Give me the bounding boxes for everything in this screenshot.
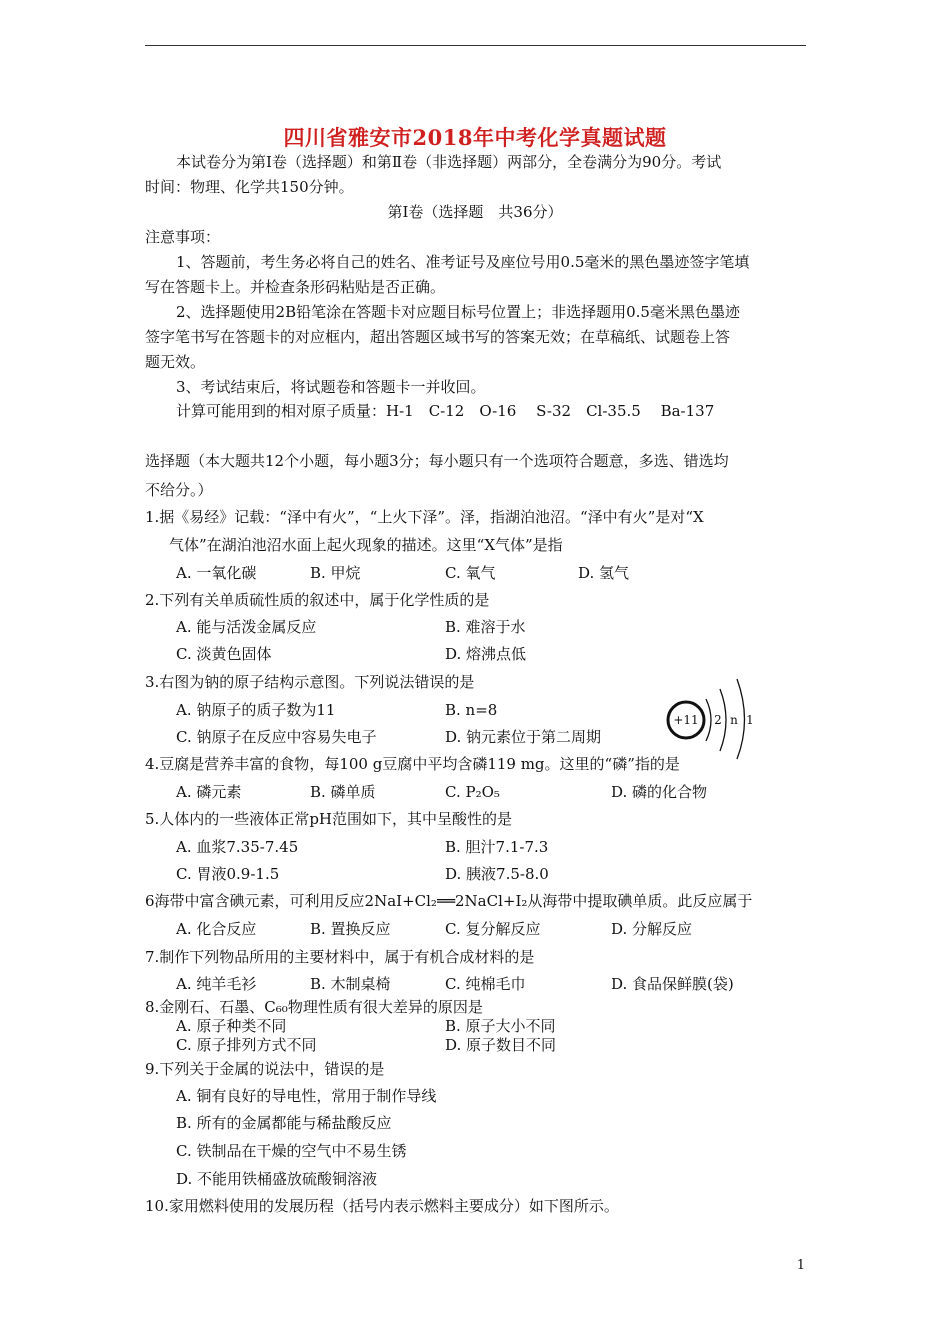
q1-option-d: D. 氢气 [578, 564, 630, 582]
q6-option-d: D. 分解反应 [611, 920, 693, 938]
q1-option-c: C. 氧气 [445, 564, 496, 582]
q1-option-b: B. 甲烷 [310, 564, 361, 582]
q4-option-d: D. 磷的化合物 [611, 783, 708, 801]
q5-option-a: A. 血浆7.35-7.45 [176, 838, 299, 856]
q8-option-b: B. 原子大小不同 [445, 1017, 556, 1035]
note-line: 签字笔书写在答题卡的对应框内，超出答题区域书写的答案无效；在草稿纸、试题卷上答 [145, 328, 731, 346]
q3-option-a: A. 钠原子的质子数为11 [176, 701, 336, 719]
q10-stem: 10.家用燃料使用的发展历程（括号内表示燃料主要成分）如下图所示。 [145, 1197, 619, 1215]
q6-option-a: A. 化合反应 [176, 920, 257, 938]
header-rule [145, 45, 806, 46]
q2-option-c: C. 淡黄色固体 [176, 645, 272, 663]
part1-heading: 第Ⅰ卷（选择题 共36分） [387, 203, 563, 221]
q5-option-c: C. 胃液0.9-1.5 [176, 865, 280, 883]
q6-option-b: B. 置换反应 [310, 920, 391, 938]
note-line: 3、考试结束后，将试题卷和答题卡一并收回。 [176, 378, 486, 396]
q1-option-a: A. 一氧化碳 [176, 564, 257, 582]
q5-option-d: D. 胰液7.5-8.0 [445, 865, 549, 883]
section-intro: 不给分。） [145, 481, 213, 499]
intro-line-1: 本试卷分为第Ⅰ卷（选择题）和第Ⅱ卷（非选择题）两部分，全卷满分为90分。考试 [176, 153, 722, 171]
q9-stem: 9.下列关于金属的说法中，错误的是 [145, 1060, 385, 1078]
q4-option-a: A. 磷元素 [176, 783, 242, 801]
page-number: 1 [796, 1258, 805, 1273]
q7-option-a: A. 纯羊毛衫 [176, 975, 257, 993]
q2-option-a: A. 能与活泼金属反应 [176, 618, 317, 636]
q5-stem: 5.人体内的一些液体正常pH范围如下，其中呈酸性的是 [145, 810, 512, 828]
q2-stem: 2.下列有关单质硫性质的叙述中，属于化学性质的是 [145, 591, 490, 609]
sodium-atom-diagram [666, 675, 756, 755]
nucleus-charge: +11 [673, 713, 699, 727]
note-line: 写在答题卡上。并检查条形码粘贴是否正确。 [145, 278, 446, 296]
q9-option-a: A. 铜有良好的导电性，常用于制作导线 [176, 1087, 437, 1105]
q9-option-b: B. 所有的金属都能与稀盐酸反应 [176, 1114, 392, 1132]
note-line: 1、答题前，考生务必将自己的姓名、准考证号及座位号用0.5毫米的黑色墨迹签字笔填 [176, 253, 750, 271]
q1-stem: 1.据《易经》记载：“泽中有火”，“上火下泽”。泽，指湖泊池沼。“泽中有火”是对“X [145, 508, 704, 526]
q5-option-b: B. 胆汁7.1-7.3 [445, 838, 549, 856]
notes-heading: 注意事项： [145, 228, 221, 246]
q8-stem: 8.金刚石、石墨、C₆₀物理性质有很大差异的原因是 [145, 998, 483, 1016]
section-intro: 选择题（本大题共12个小题，每小题3分；每小题只有一个选项符合题意，多选、错选均 [145, 452, 729, 470]
shell-1-count: 2 [714, 713, 722, 727]
q7-option-d: D. 食品保鲜膜(袋) [611, 975, 734, 993]
q3-option-d: D. 钠元素位于第二周期 [445, 728, 602, 746]
q4-option-c: C. P₂O₅ [445, 783, 500, 801]
q4-stem: 4.豆腐是营养丰富的食物，每100 g豆腐中平均含磷119 mg。这里的“磷”指的是 [145, 755, 680, 773]
q9-option-c: C. 铁制品在干燥的空气中不易生锈 [176, 1142, 407, 1160]
q7-option-b: B. 木制桌椅 [310, 975, 391, 993]
shell-arc-3 [737, 679, 745, 759]
q7-stem: 7.制作下列物品所用的主要材料中，属于有机合成材料的是 [145, 948, 535, 966]
shell-2-count: n [730, 713, 738, 727]
intro-line-2: 时间：物理、化学共150分钟。 [145, 178, 354, 196]
q6-option-c: C. 复分解反应 [445, 920, 541, 938]
q3-option-b: B. n=8 [445, 701, 498, 719]
q6-stem: 6海带中富含碘元素，可利用反应2NaI+Cl₂══2NaCl+I₂从海带中提取碘单质。此反应属于 [145, 892, 753, 910]
note-line: 题无效。 [145, 353, 206, 371]
q2-option-d: D. 熔沸点低 [445, 645, 527, 663]
q8-option-a: A. 原子种类不同 [176, 1017, 287, 1035]
page-title: 四川省雅安市2018年中考化学真题试题 [283, 125, 667, 150]
note-line: 2、选择题使用2B铅笔涂在答题卡对应题目标号位置上；非选择题用0.5毫米黑色墨迹 [176, 303, 740, 321]
q7-option-c: C. 纯棉毛巾 [445, 975, 526, 993]
q4-option-b: B. 磷单质 [310, 783, 376, 801]
q3-option-c: C. 钠原子在反应中容易失电子 [176, 728, 377, 746]
q1-stem: 气体”在湖泊池沼水面上起火现象的描述。这里“X气体”是指 [169, 536, 563, 554]
q8-option-d: D. 原子数目不同 [445, 1036, 557, 1054]
shell-arc-1 [706, 699, 711, 741]
q3-stem: 3.右图为钠的原子结构示意图。下列说法错误的是 [145, 673, 475, 691]
q8-option-c: C. 原子排列方式不同 [176, 1036, 317, 1054]
atomic-mass-line: 计算可能用到的相对原子质量：H-1 C-12 O-16 S-32 Cl-35.5 Ba-137 [176, 402, 715, 420]
shell-3-count: 1 [746, 713, 754, 727]
q9-option-d: D. 不能用铁桶盛放硫酸铜溶液 [176, 1170, 378, 1188]
q2-option-b: B. 难溶于水 [445, 618, 526, 636]
